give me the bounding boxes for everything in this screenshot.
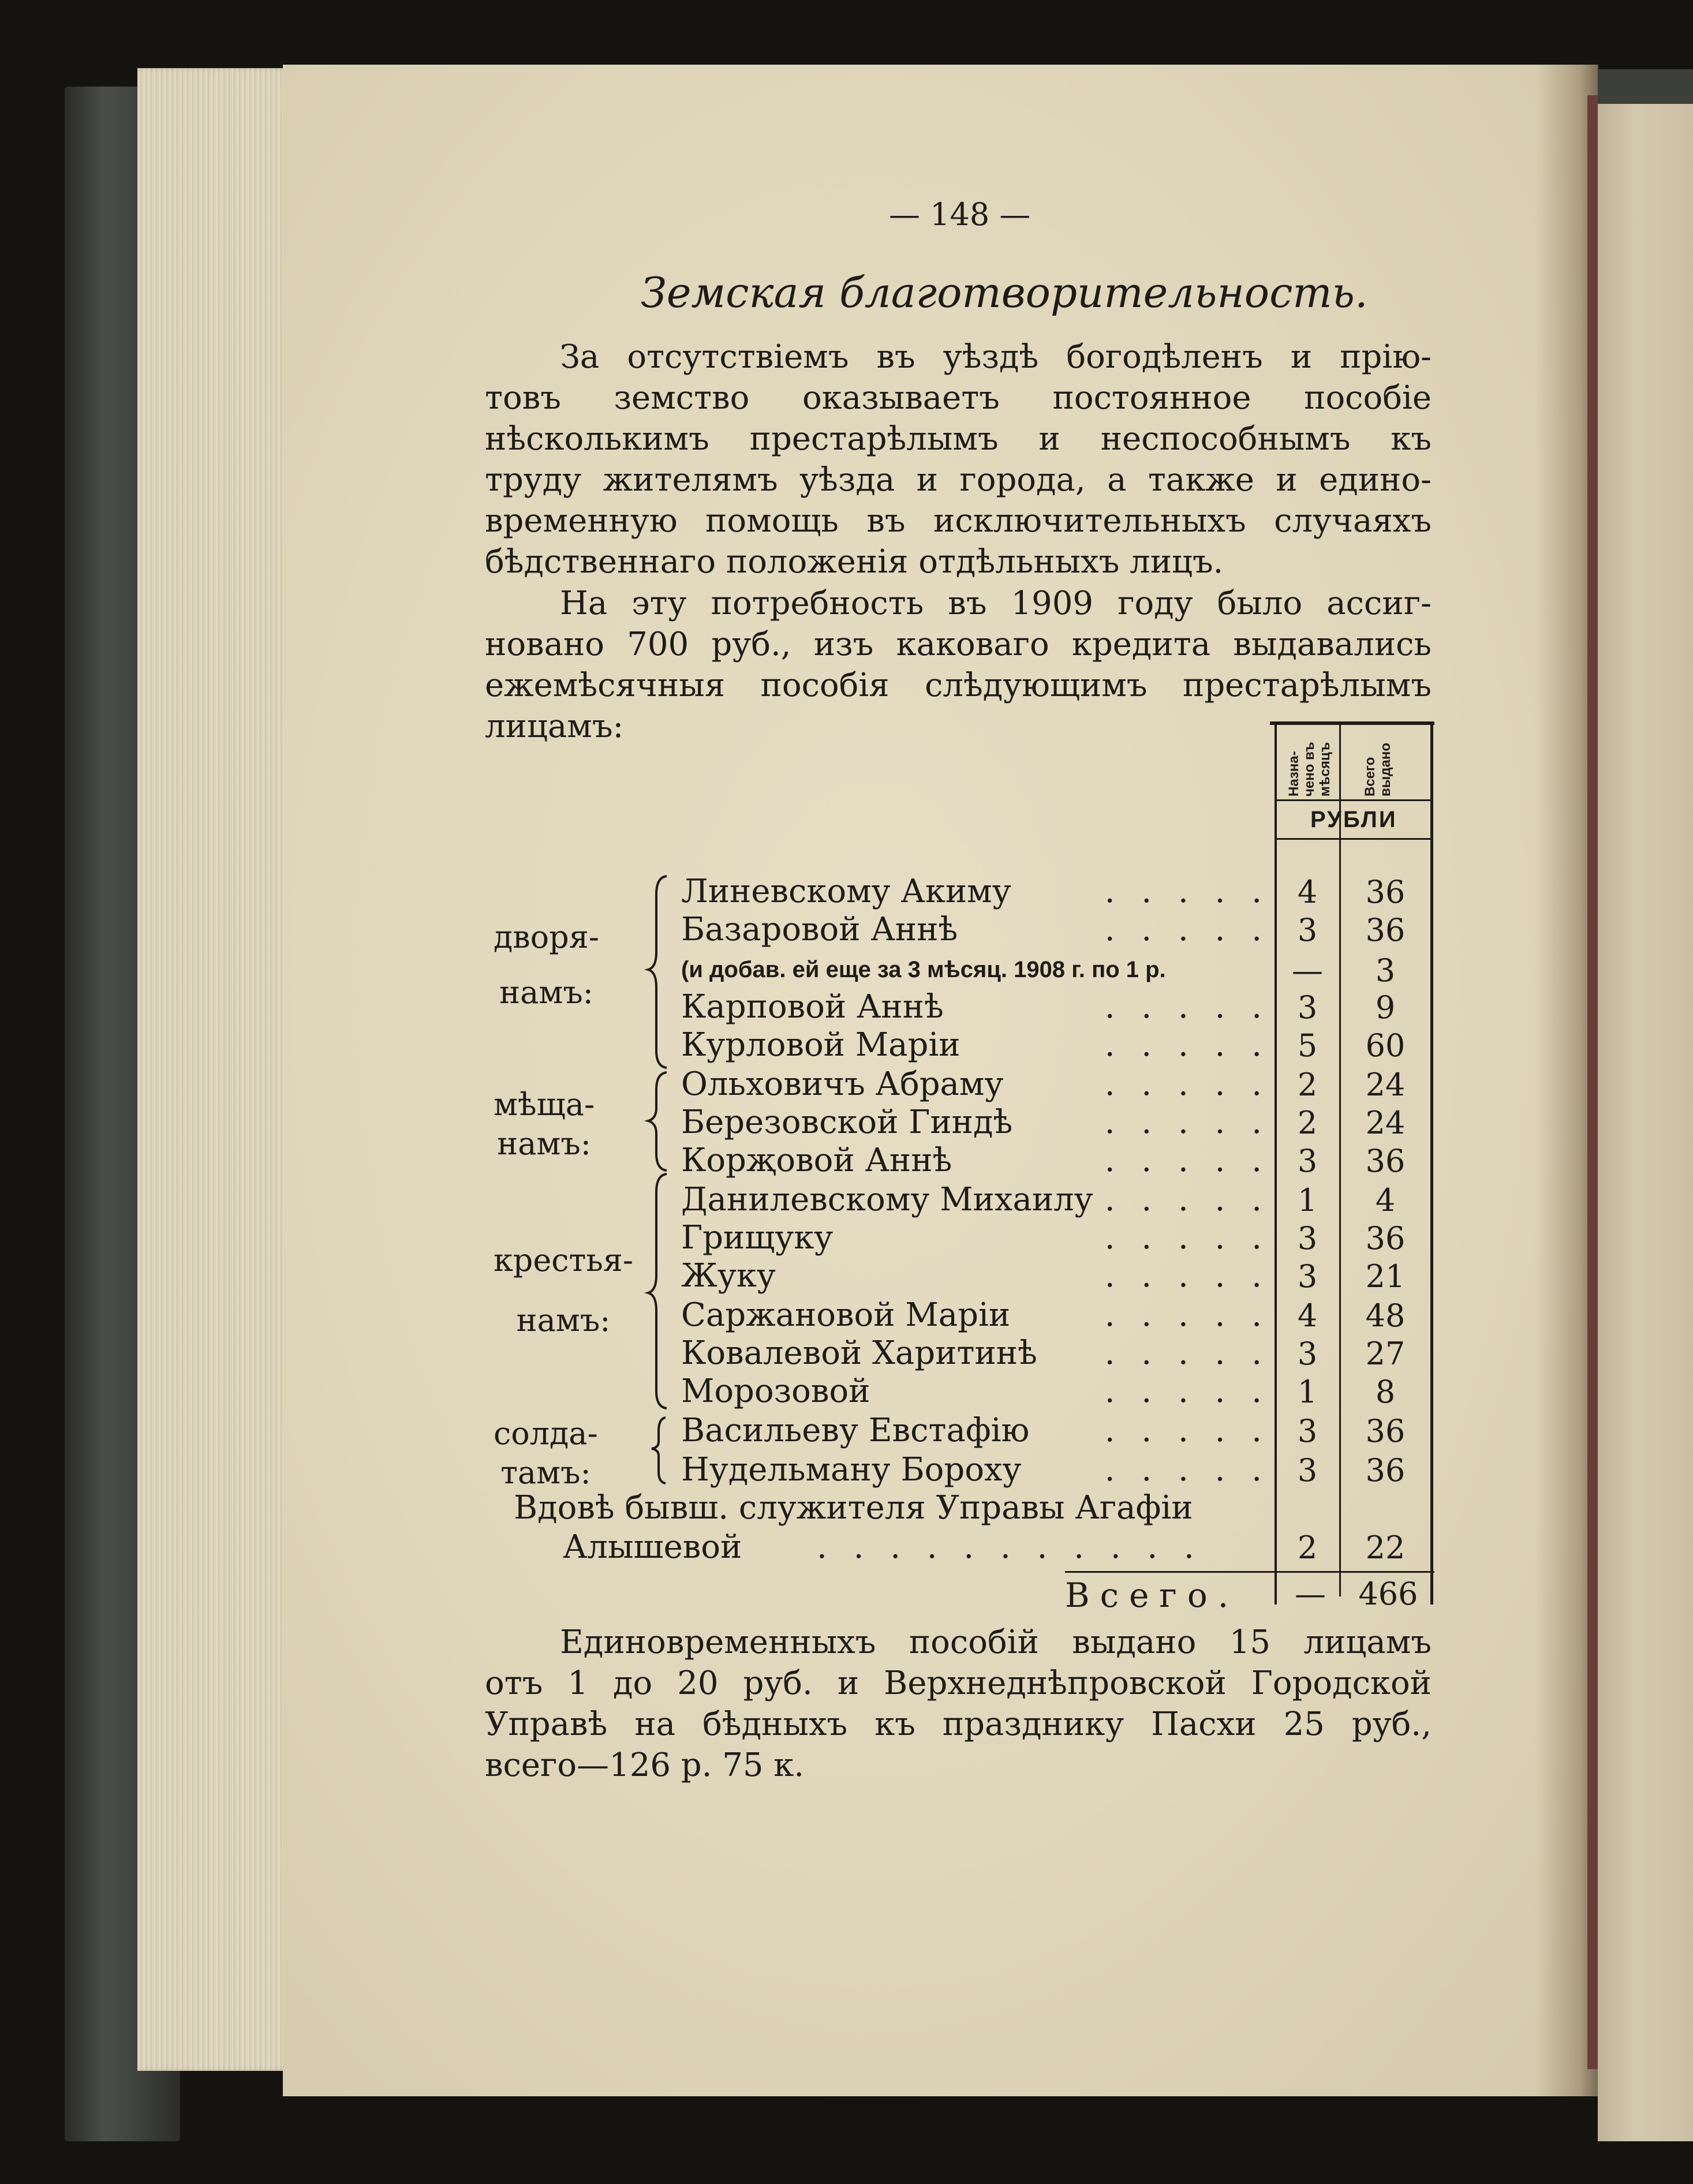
table-cell-total: 36 [1365, 1413, 1406, 1449]
table-cell-month: 3 [1297, 1258, 1318, 1295]
table-cell-month: 4 [1297, 1297, 1318, 1334]
leader-dots: . . . . . [1104, 873, 1270, 910]
table-row-name: Березовской Гиндѣ [681, 1104, 1013, 1141]
brace-peasants [648, 1174, 667, 1408]
brace-townsfolk [648, 1072, 667, 1170]
table-cell-total: 36 [1365, 1220, 1406, 1256]
leader-dots: . . . . . [1104, 1065, 1270, 1103]
table-total-rule [1065, 1571, 1434, 1573]
table-cell-month: — [1292, 952, 1323, 989]
table-row-name: Карповой Аннѣ [681, 988, 944, 1026]
table-row-name: (и добав. ей еще за 3 мѣсяц. 1908 г. по 1 р. [681, 957, 1166, 982]
table-cell-month: 3 [1297, 1413, 1318, 1449]
paragraph-line: товъ земство оказываетъ постоянное пособіе [485, 379, 1432, 417]
total-value: 466 [1358, 1576, 1418, 1612]
table-cell-month: 3 [1297, 1336, 1318, 1372]
widow-line-1: Вдовѣ бывш. служителя Управы Агафіи [514, 1489, 1193, 1527]
paragraph-line: лицамъ: [485, 708, 624, 745]
table-cell-month: 1 [1297, 1182, 1318, 1218]
paragraph-line: На эту потребность въ 1909 году было ассиг- [560, 585, 1432, 622]
table-cell-month: 3 [1297, 1143, 1318, 1179]
leader-dots: . . . . . [1104, 911, 1270, 948]
table-cell-total: 36 [1365, 874, 1406, 910]
paragraph-line: Единовременныхъ пособій выдано 15 лицамъ [560, 1624, 1432, 1661]
table-cell-total: 8 [1375, 1374, 1396, 1410]
group-soldiers [494, 1414, 598, 1493]
table-row-name: Ольховичъ Абраму [681, 1065, 1004, 1103]
table-row-name: Курловой Маріи [681, 1026, 961, 1064]
paragraph-line: За отсутствіемъ въ уѣздѣ богодѣленъ и прію- [560, 338, 1432, 376]
table-cell-month: 1 [1297, 1374, 1318, 1410]
facing-page [1598, 87, 1693, 2141]
paragraph-line: новано 700 руб., изъ каковаго кредита выдавались [485, 626, 1432, 663]
table-row-name: Жуку [681, 1257, 776, 1295]
paragraph-line: всего—126 р. 75 к. [485, 1747, 805, 1784]
book-spine [1587, 95, 1598, 2069]
group-line: намъ: [499, 974, 593, 1011]
table-top-rule [1270, 721, 1434, 725]
group-line: мѣща- [494, 1086, 595, 1123]
table-cell-month: 5 [1297, 1027, 1318, 1064]
table-cell-total: 21 [1365, 1258, 1406, 1295]
table-row-name: Ковалевой Харитинѣ [681, 1334, 1037, 1372]
header-line: Всего [1362, 757, 1378, 796]
leader-dots: . . . . . [1104, 988, 1270, 1026]
leader-dots: . . . . . [1104, 1142, 1270, 1179]
table-cell-total: 4 [1375, 1182, 1396, 1218]
page-title: Земская благотворительность. [641, 268, 1368, 317]
page-number: — 148 — [889, 196, 1031, 233]
table-cell-month: 3 [1297, 1220, 1318, 1256]
leader-dots: . . . . . [1104, 1257, 1270, 1295]
paragraph-line: временную помощь въ исключительныхъ случаяхъ [485, 502, 1432, 540]
paragraph-line: нѣсколькимъ престарѣлымъ и неспособнымъ къ [485, 420, 1432, 458]
paragraph-line: бѣдственнаго положенія отдѣльныхъ лицъ. [485, 543, 1224, 581]
leader-dots: . . . . . [1104, 1219, 1270, 1256]
group-townsfolk [494, 1085, 595, 1164]
paragraph-3 [485, 1622, 1432, 1786]
leader-dots: . . . . . [1104, 1451, 1270, 1489]
brace-group [644, 872, 684, 1506]
table-row-name: Морозовой [681, 1373, 870, 1410]
group-line: солда- [494, 1415, 598, 1452]
table-cell-total: 60 [1365, 1027, 1406, 1064]
leader-dots: . . . . . [1104, 1026, 1270, 1064]
table-row-name: Нудельману Бороху [681, 1451, 1022, 1489]
paragraph-line: отъ 1 до 20 руб. и Верхнеднѣпровской Городской [485, 1665, 1432, 1702]
table-row-name: Линевскому Акиму [681, 873, 1011, 910]
leader-dots: . . . . . . . . . . . [817, 1528, 1202, 1566]
table-right-rule [1430, 721, 1433, 1605]
paragraph-line: Управѣ на бѣдныхъ къ празднику Пасхи 25 руб., [485, 1706, 1432, 1743]
table-cell-month: 3 [1297, 912, 1318, 948]
leader-dots: . . . . . [1104, 1373, 1270, 1410]
widow-month: 2 [1297, 1529, 1318, 1566]
table-cell-month: 3 [1297, 1452, 1318, 1489]
paragraph-line: ежемѣсячныя пособія слѣдующимъ престарѣлымъ [485, 667, 1432, 704]
brace-soldiers [652, 1418, 666, 1483]
group-line: тамъ: [500, 1454, 591, 1491]
table-row-name: Васильеву Евстафію [681, 1412, 1030, 1449]
leader-dots: . . . . . [1104, 1334, 1270, 1372]
total-month: — [1295, 1576, 1326, 1612]
table-cell-month: 2 [1297, 1067, 1318, 1103]
table-cell-total: 27 [1365, 1336, 1406, 1372]
table-row-name: Грищуку [681, 1219, 834, 1256]
table-unit-rule [1276, 838, 1433, 840]
col-month-header [1286, 742, 1333, 796]
leader-dots: . . . . . [1104, 1104, 1270, 1141]
table-cell-total: 24 [1365, 1105, 1406, 1141]
table-cell-total: 36 [1365, 1143, 1406, 1179]
group-line: дворя- [494, 919, 600, 955]
table-row-name: Саржановой Маріи [681, 1296, 1011, 1334]
header-line: Назна- [1286, 751, 1302, 796]
table-row-name: Данилевскому Михаилу [681, 1181, 1093, 1218]
table-cell-total: 3 [1375, 952, 1396, 989]
total-label: Всего. [1065, 1576, 1239, 1615]
leader-dots: . . . . . [1104, 1412, 1270, 1449]
group-peasants [494, 1241, 633, 1340]
table-left-rule [1275, 721, 1277, 1605]
table-cell-total: 24 [1365, 1067, 1406, 1103]
table-cell-total: 36 [1365, 1452, 1406, 1489]
widow-total: 22 [1365, 1529, 1406, 1566]
table-cell-total: 9 [1375, 989, 1396, 1026]
group-line: намъ: [516, 1302, 611, 1338]
header-line: чено въ [1302, 742, 1317, 796]
group-line: крестья- [494, 1242, 634, 1278]
paragraph-line: труду жителямъ уѣзда и города, а также и едино- [485, 461, 1432, 499]
facing-cover [1598, 69, 1693, 104]
table-cell-month: 2 [1297, 1105, 1318, 1141]
widow-line-2: Алышевой [563, 1528, 742, 1566]
col-total-header [1362, 743, 1393, 796]
group-nobles [494, 918, 599, 1012]
table-mid-rule [1339, 725, 1341, 1596]
group-line: намъ: [497, 1125, 591, 1162]
table-row-name: Корҗовой Аннѣ [681, 1142, 952, 1179]
table-row-name: Базаровой Аннѣ [681, 911, 958, 948]
leader-dots: . . . . . [1104, 1296, 1270, 1334]
table-header-rule [1276, 799, 1433, 801]
header-line: мѣсяцъ [1317, 742, 1333, 796]
brace-nobles [648, 876, 667, 1068]
table-cell-month: 4 [1297, 874, 1318, 910]
unit-label: РУБЛИ [1310, 807, 1397, 832]
paragraph-1 [485, 336, 1432, 582]
header-line: выдано [1378, 743, 1393, 796]
table-cell-total: 48 [1365, 1297, 1406, 1334]
table-cell-month: 3 [1297, 989, 1318, 1026]
leader-dots: . . . . . [1104, 1181, 1270, 1218]
table-cell-total: 36 [1365, 912, 1406, 948]
